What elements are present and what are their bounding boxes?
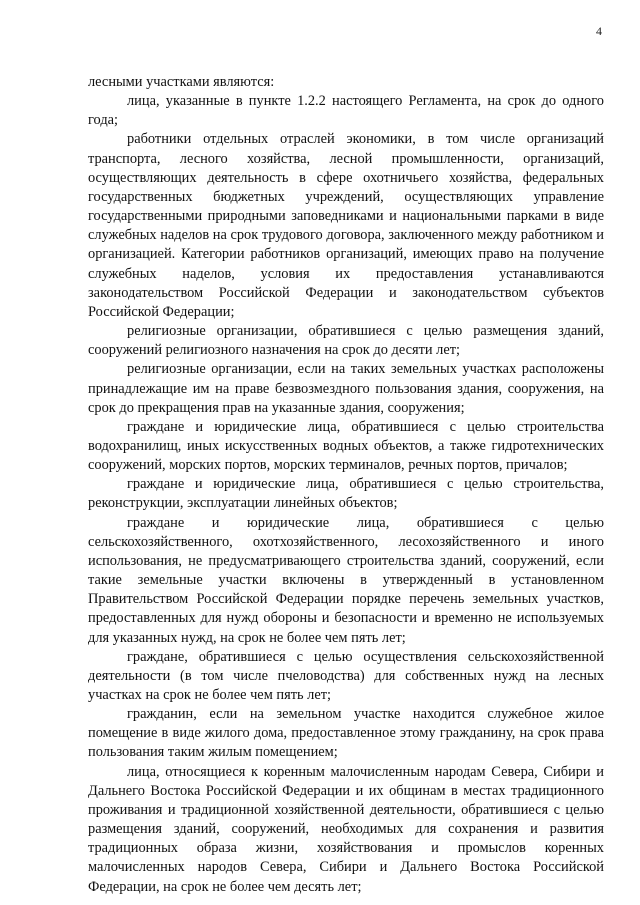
paragraph: религиозные организации, обратившиеся с целью размещения зданий, сооружений религиозного назначения на срок до десяти лет; [88,323,604,359]
paragraph: религиозные организации, если на таких земельных участках расположены принадлежащие им на праве безвозмездного пользования здания, сооружения, на срок до прекращения прав на указанные здания, сооружения; [88,361,604,416]
paragraph: граждане и юридические лица, обратившиеся с целью строительства, реконструкции, эксплуатации линейных объектов; [88,476,604,512]
paragraph: работники отдельных отраслей экономики, в том числе организаций транспорта, лесного хозяйства, лесной промышленности, организаций, осуществляющих деятельность в сфере охотничьего хозяйства, федеральных государственных бюджетных учреждений, осуществляющих управление государственными природными заповедниками и национальными парками в виде служебных наделов на срок трудового договора, заключенного между работником и организацией. Категории работников организаций, имеющих право на получение служебных наделов, условия их предоставления устанавливаются законодательством Российской Федерации и законодательством субъектов Российской Федерации; [88,131,604,320]
paragraph: гражданин, если на земельном участке находится служебное жилое помещение в виде жилого дома, предоставленное этому гражданину, на срок права пользования таким жилым помещением; [88,706,604,761]
paragraph: граждане и юридические лица, обратившиеся с целью сельскохозяйственного, охотхозяйственного, лесохозяйственного и иного использования, не предусматривающего строительства зданий, сооружений, если такие земельные участки включены в утвержденный в установленном Правительством Российской Федерации порядке перечень земельных участков, предоставленных для нужд обороны и безопасности и временно не используемых для указанных нужд, на срок не более чем пять лет; [88,514,604,646]
paragraph: лица, указанные в пункте 1.2.2 настоящего Регламента, на срок до одного года; [88,93,604,129]
paragraph: лица, относящиеся к коренным малочисленным народам Севера, Сибири и Дальнего Востока Российской Федерации и их общинам в местах традиционного проживания и традиционной хозяйственной деятельности, обратившиеся с целью размещения зданий, сооружений, необходимых для сохранения и развития традиционных образа жизни, хозяйствования и промыслов коренных малочисленных народов Севера, Сибири и Дальнего Востока Российской Федерации, на срок не более чем десять лет; [88,763,604,895]
page-number: 4 [596,24,602,38]
document-body [88,73,604,897]
paragraph: граждане и юридические лица, обратившиеся с целью строительства водохранилищ, иных искусственных водных объектов, а также гидротехнических сооружений, морских портов, морских терминалов, речных портов, причалов; [88,418,604,474]
paragraph: граждане, обратившиеся с целью осуществления сельскохозяйственной деятельности (в том числе пчеловодства) для собственных нужд на лесных участках на срок не более чем пять лет; [88,648,604,703]
paragraph-lead: лесными участками являются: [88,74,275,90]
